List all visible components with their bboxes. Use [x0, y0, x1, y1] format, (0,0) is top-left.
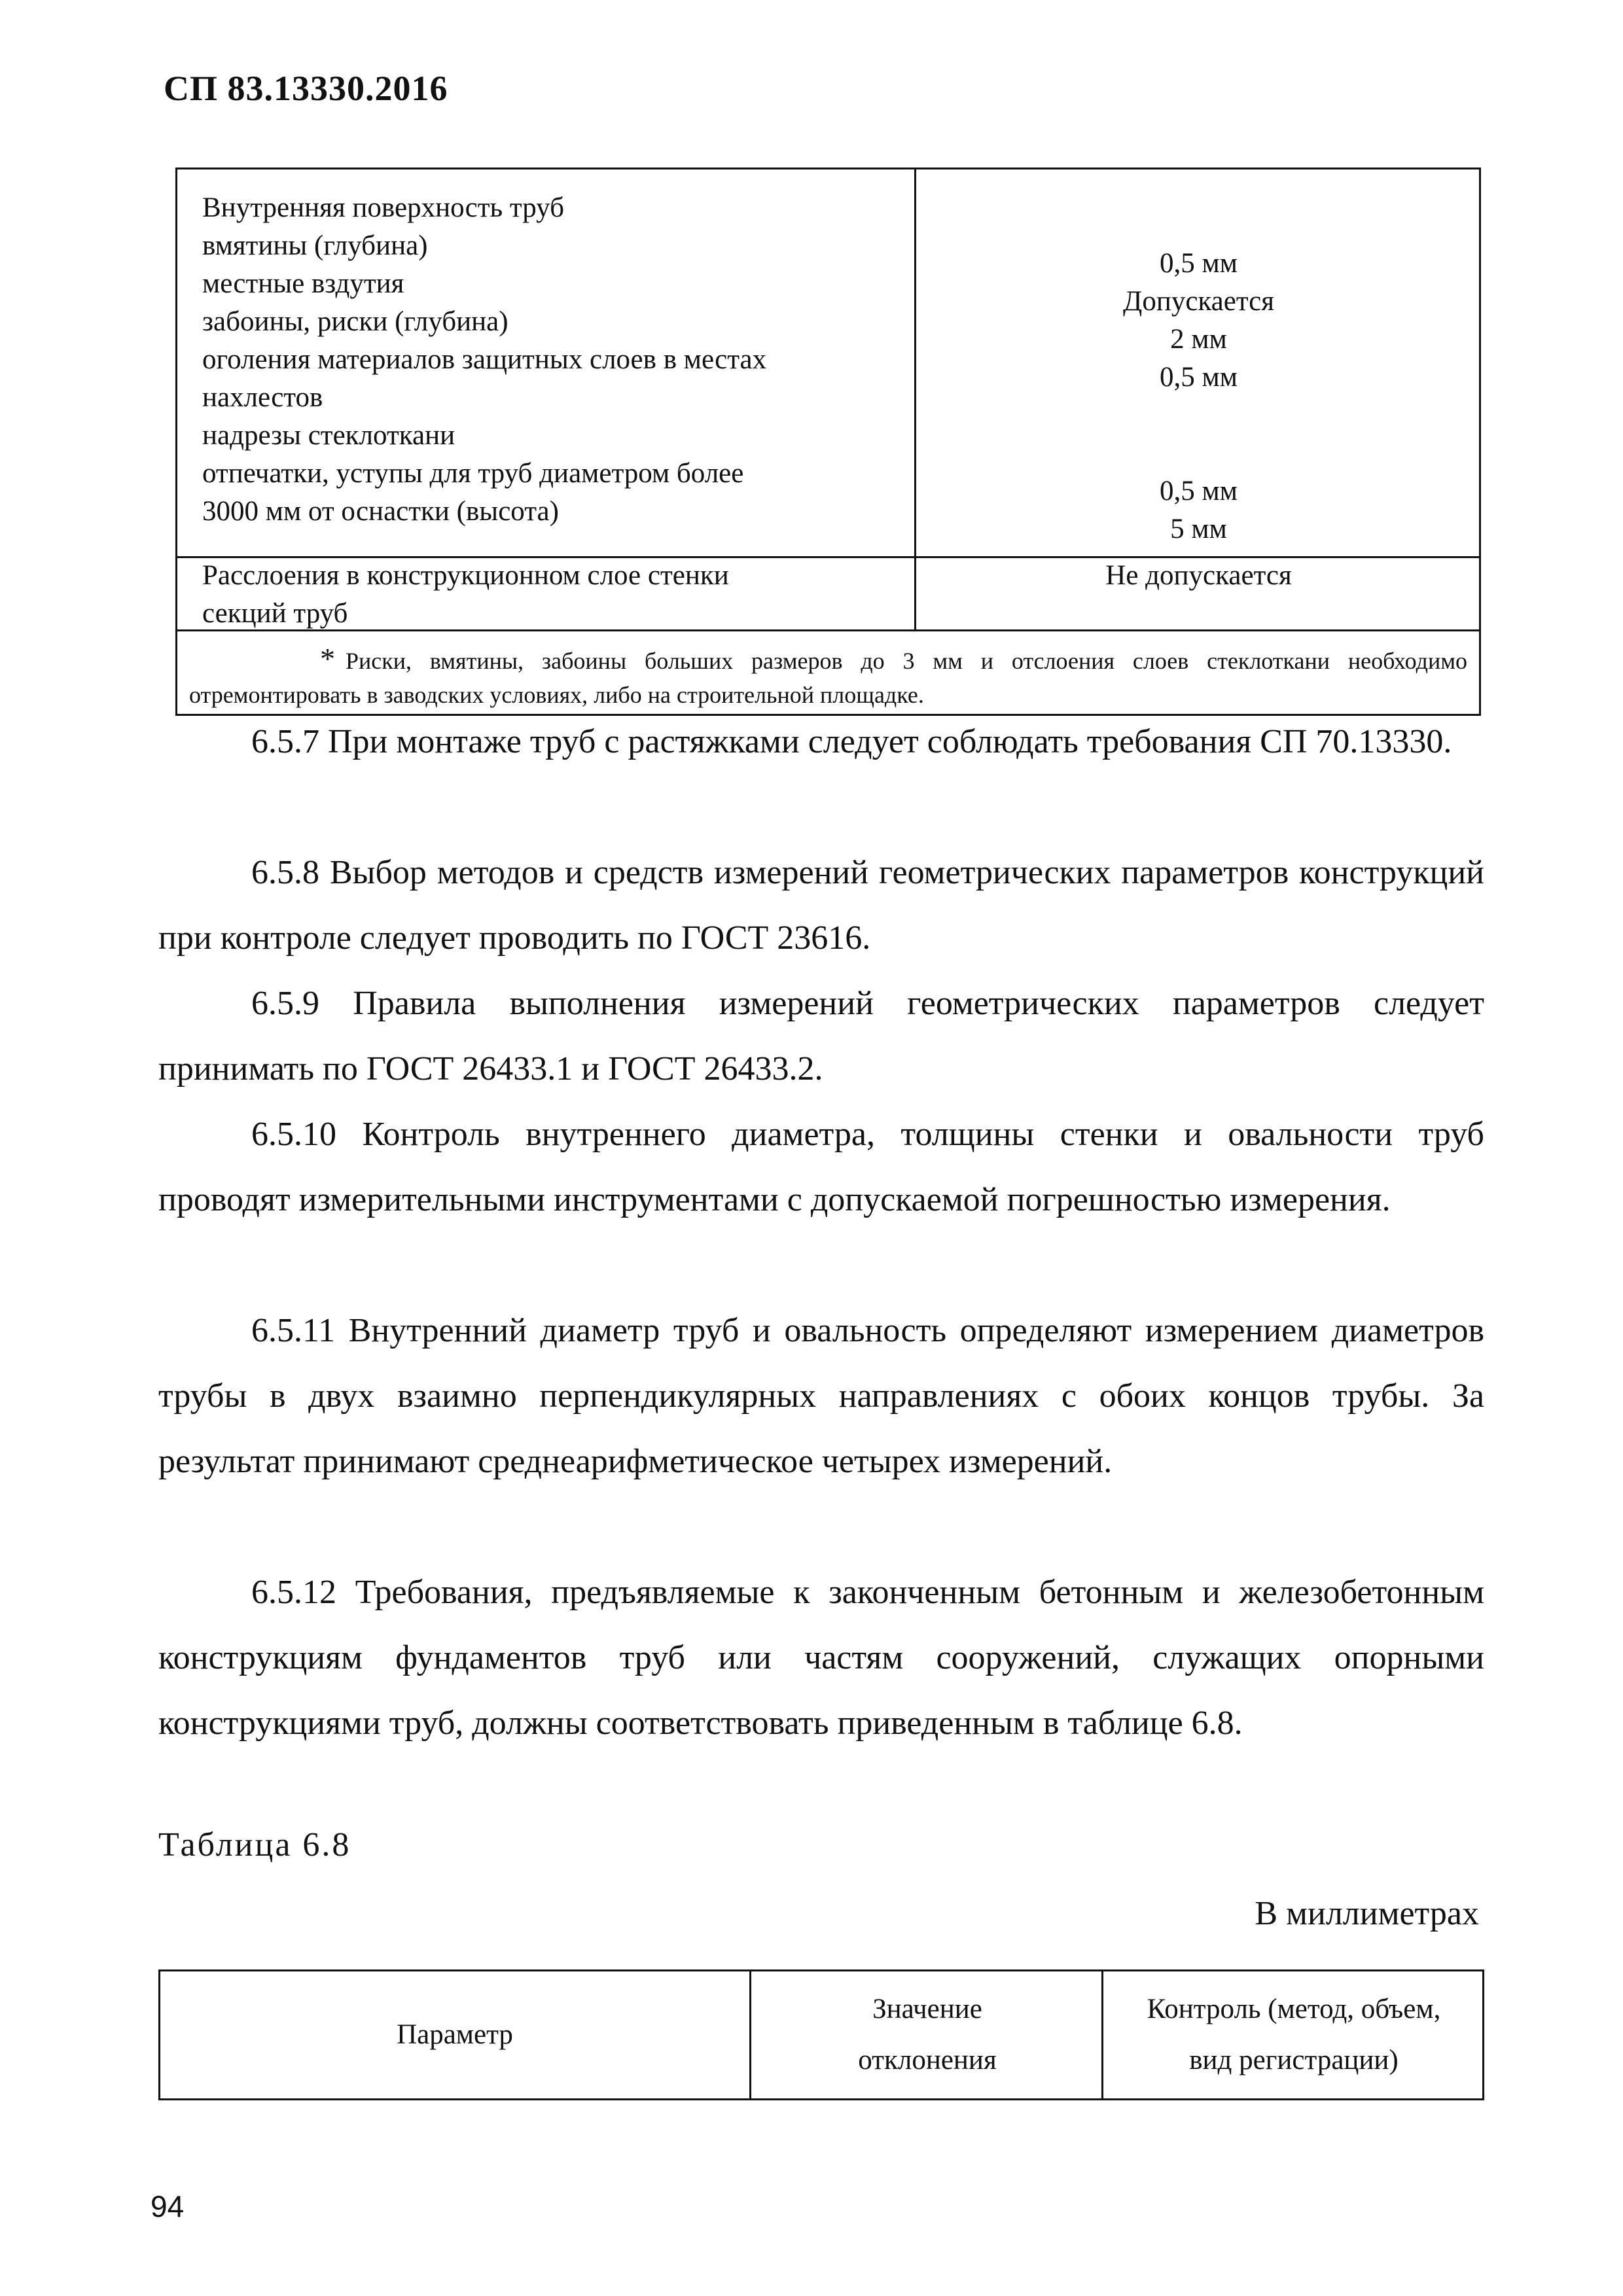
table-row — [177, 558, 1479, 631]
paragraph-6-5-9: 6.5.9 Правила выполнения измерений геометрических параметров следует принимать по ГОСТ 26433.1 и ГОСТ 26433.2. — [158, 985, 1484, 1087]
text-line: отпечатки, уступы для труб диаметром более — [202, 458, 744, 489]
text-line: оголения материалов защитных слоев в местах — [202, 344, 767, 375]
column-header-control — [1101, 1971, 1484, 2098]
text-line: надрезы стеклоткани — [202, 420, 455, 451]
table-6-8-header — [158, 1969, 1484, 2100]
text-line: Расслоения в конструкционном слое стенки — [202, 560, 729, 591]
header-line: отклонения — [858, 2045, 997, 2075]
header-line: Значение — [872, 1994, 982, 2024]
table-note-row — [177, 631, 1479, 718]
paragraph-6-5-8: 6.5.8 Выбор методов и средств измерений геометрических параметров конструкций при контроле следует проводить по ГОСТ 23616. — [158, 854, 1484, 957]
table-footnote — [189, 642, 1467, 712]
text-line: 3000 мм от оснастки (высота) — [202, 496, 559, 527]
column-header-deviation — [749, 1971, 1103, 2098]
units-label: В миллиметрах — [1255, 1895, 1479, 1932]
paragraph-6-5-10: 6.5.10 Контроль внутреннего диаметра, толщины стенки и овальности труб проводят измерительными инструментами с допускаемой погрешностью измерения. — [158, 1116, 1484, 1218]
footnote-asterisk: * — [320, 642, 335, 675]
header-line: вид регистрации) — [1189, 2045, 1399, 2075]
header-line: Контроль (метод, объем, — [1147, 1994, 1441, 2024]
text-line: секций труб — [202, 598, 348, 629]
defects-table — [175, 168, 1481, 716]
paragraph-6-5-12: 6.5.12 Требования, предъявляемые к законченным бетонным и железобетонным конструкциям фундаментов труб или частям сооружений, служащих опорными конструкциями труб, должны соответствовать приведенным в таблице 6.8. — [158, 1574, 1484, 1742]
text-line: вмятины (глубина) — [202, 230, 428, 261]
column-divider — [914, 169, 916, 631]
value-line: 2 мм — [1170, 324, 1227, 355]
text-line: забоины, риски (глубина) — [202, 306, 508, 337]
value-line: 0,5 мм — [1160, 248, 1238, 279]
table-cell-parameter — [202, 189, 902, 531]
table-cell-value — [916, 245, 1481, 548]
table-cell-value: Не допускается — [1105, 560, 1292, 591]
page-number: 94 — [151, 2189, 185, 2223]
value-line: 0,5 мм — [1160, 476, 1238, 506]
text-line: местные вздутия — [202, 268, 404, 299]
footnote-text: Риски, вмятины, забоины больших размеров до 3 мм и отслоения слоев стеклоткани необходимо отремонтировать в заводских условиях, либо на строительной площадке. — [189, 648, 1467, 708]
document-code: СП 83.13330.2016 — [164, 69, 448, 108]
column-header-parameter: Параметр — [397, 2019, 513, 2050]
value-line: 5 мм — [1170, 514, 1227, 544]
table-cell-parameter — [202, 557, 902, 633]
text-line: нахлестов — [202, 382, 323, 413]
paragraph-6-5-7: 6.5.7 При монтаже труб с растяжками следует соблюдать требования СП 70.13330. — [251, 723, 1452, 760]
paragraph-6-5-11: 6.5.11 Внутренний диаметр труб и овальность определяют измерением диаметров трубы в двух взаимно перпендикулярных направлениях с обоих концов трубы. За результат принимают среднеарифметическое четырех измерений. — [158, 1312, 1484, 1480]
text-line: Внутренняя поверхность труб — [202, 192, 564, 223]
value-line: Допускается — [1122, 286, 1275, 317]
table-row — [177, 169, 1479, 558]
value-line: 0,5 мм — [1160, 362, 1238, 393]
table-title: Таблица 6.8 — [158, 1826, 351, 1863]
